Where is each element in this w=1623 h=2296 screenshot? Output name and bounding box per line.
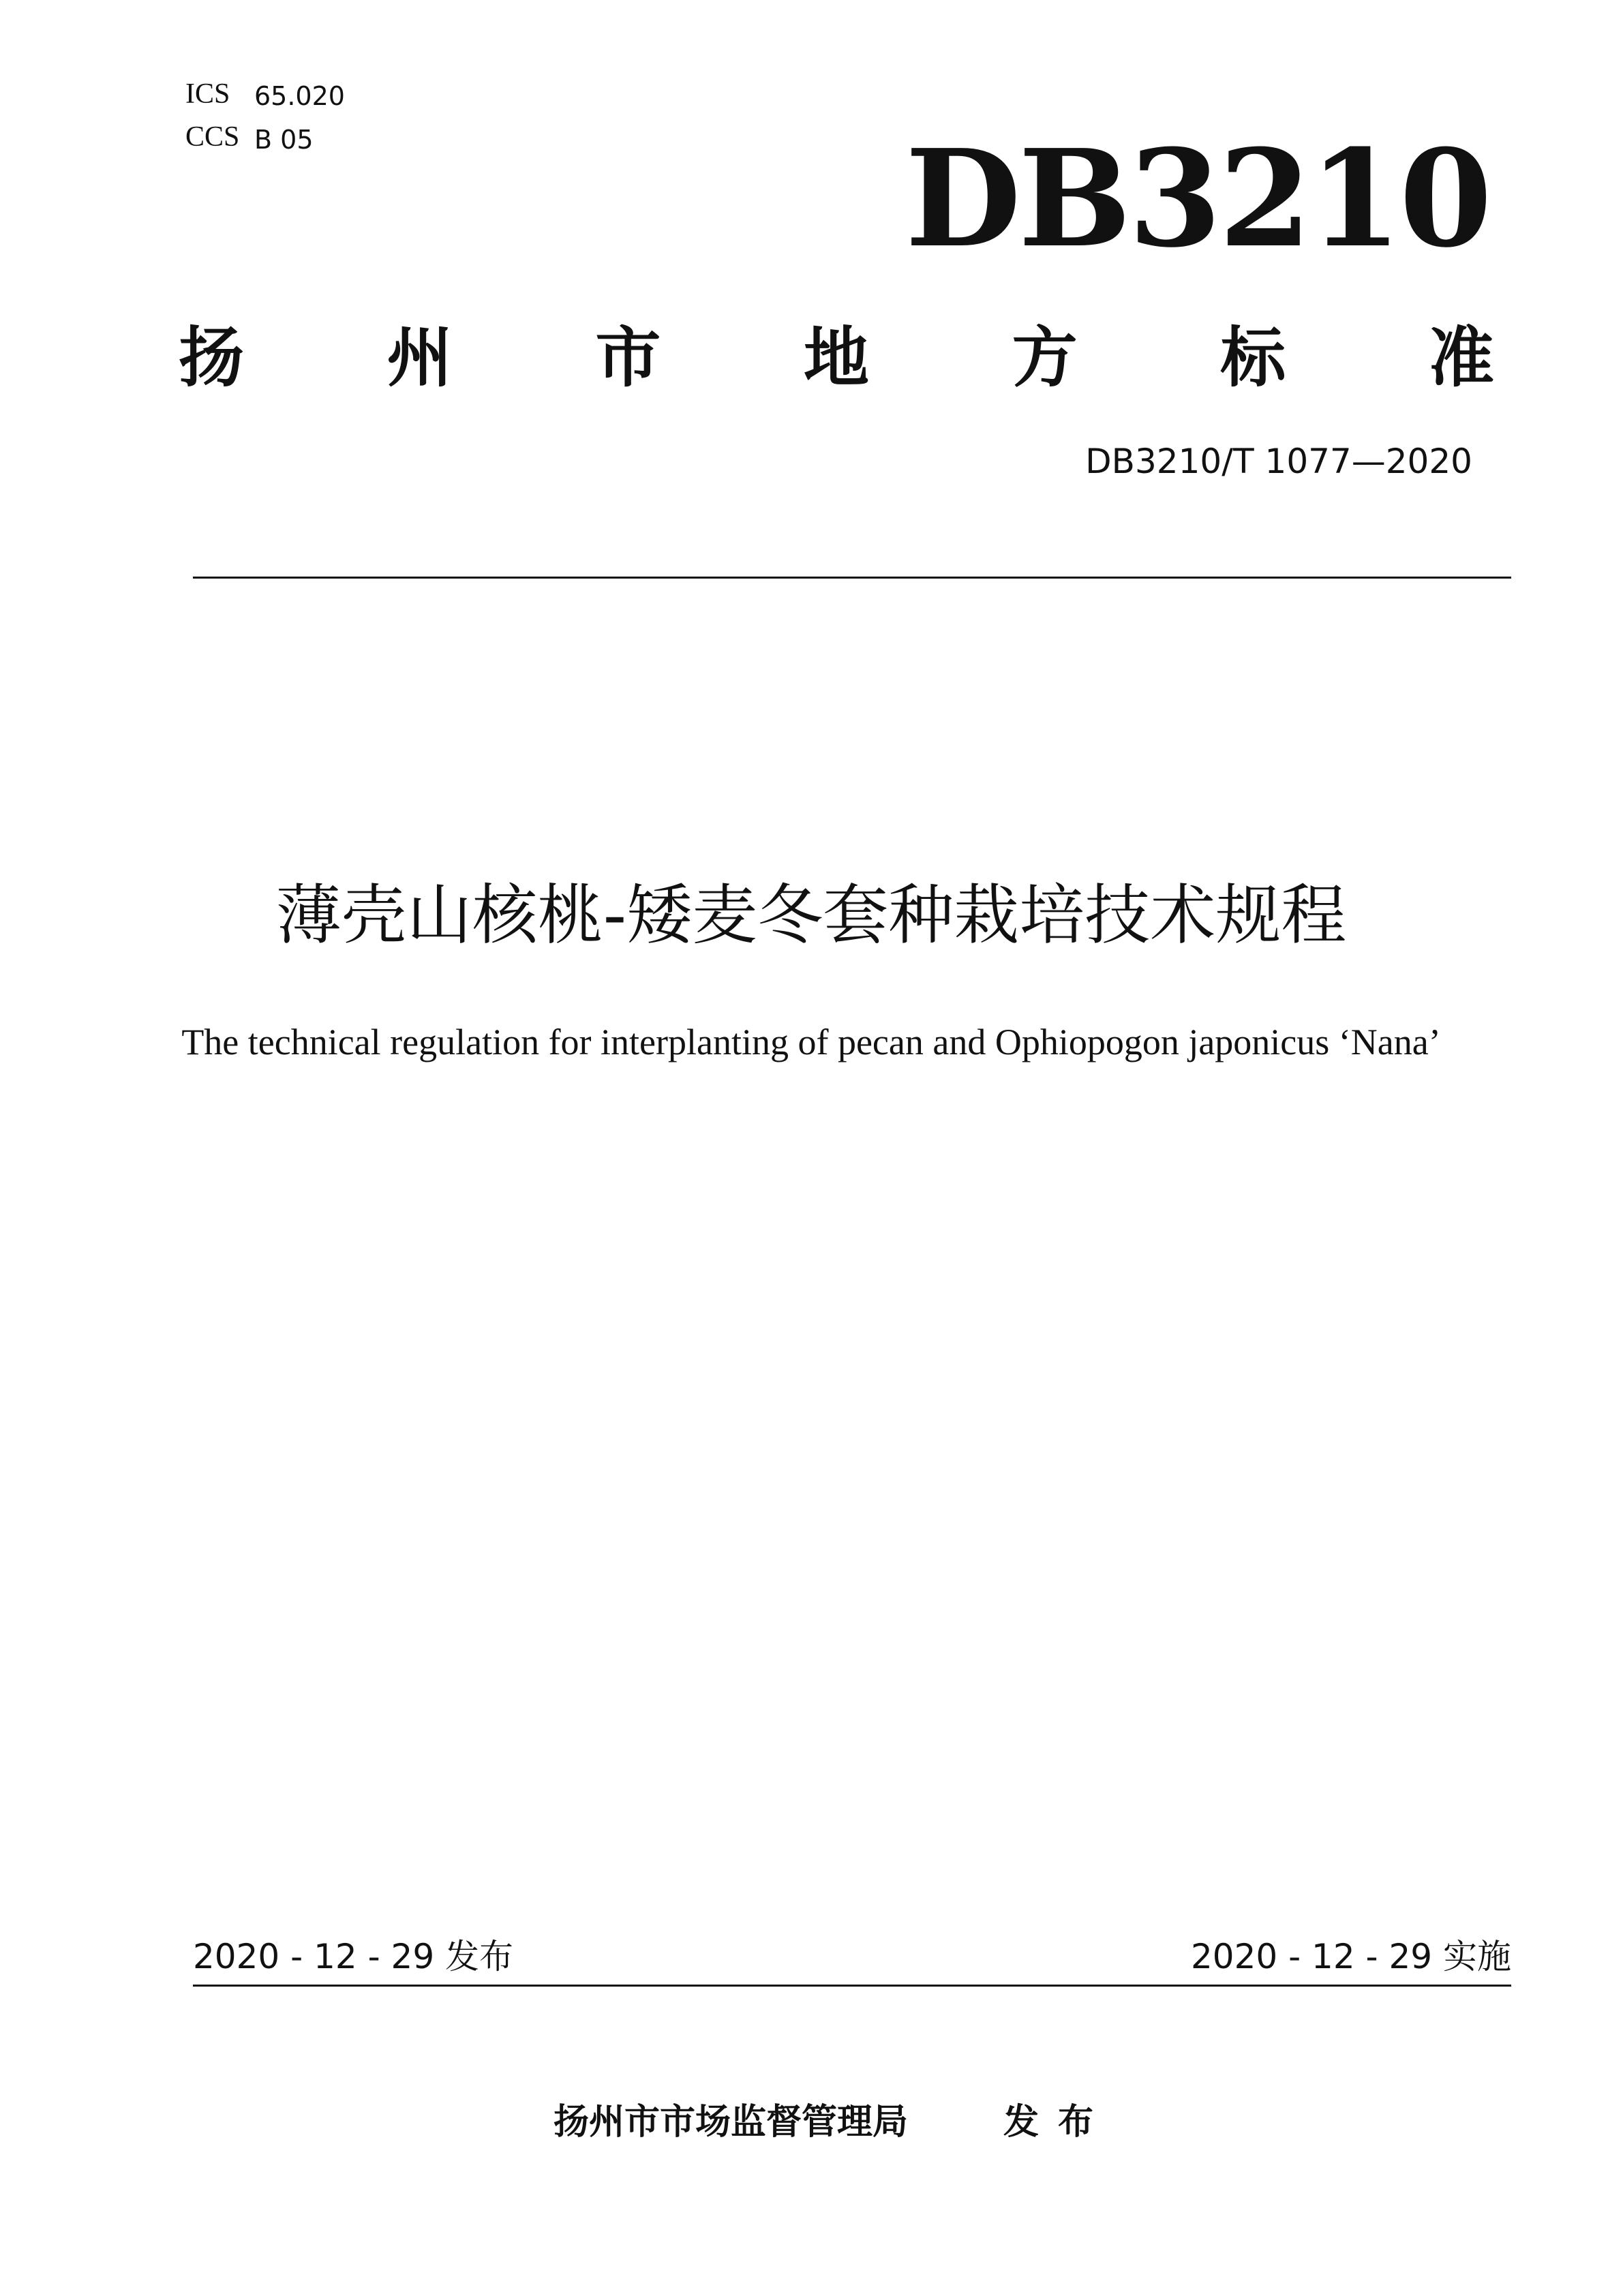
header-divider [193, 577, 1511, 579]
standard-number: DB3210/T 1077—2020 [1085, 442, 1472, 481]
standard-type-char: 扬 [179, 320, 244, 396]
db3210-logo: DB3210 [905, 121, 1490, 277]
standard-type-char: 地 [803, 320, 869, 396]
standard-type [179, 310, 1494, 405]
ics-label: ICS [185, 78, 230, 110]
standard-type-char: 方 [1012, 320, 1078, 396]
release-date: 2020 - 12 - 29 发布 [193, 1937, 514, 1976]
footer-divider [193, 1985, 1511, 1987]
implement-date: 2020 - 12 - 29 实施 [1190, 1937, 1511, 1976]
standard-type-char: 标 [1220, 320, 1286, 396]
issuer-name: 扬州市市场监督管理局 [553, 2102, 909, 2143]
standard-type-char: 州 [386, 320, 453, 396]
title-chinese: 薄壳山核桃-矮麦冬套种栽培技术规程 [275, 877, 1347, 953]
ics-value: 65.020 [254, 81, 345, 111]
ccs-label: CCS [185, 121, 240, 153]
issue-word: 发布 [1003, 2102, 1112, 2143]
issuer-line [553, 2102, 1112, 2143]
standard-type-char: 市 [595, 320, 661, 396]
ccs-value: B 05 [254, 125, 314, 155]
standard-type-char: 准 [1428, 320, 1494, 396]
title-english: The technical regulation for interplanting of pecan and Ophiopogon japonicus ‘Nana’ [181, 1022, 1441, 1062]
